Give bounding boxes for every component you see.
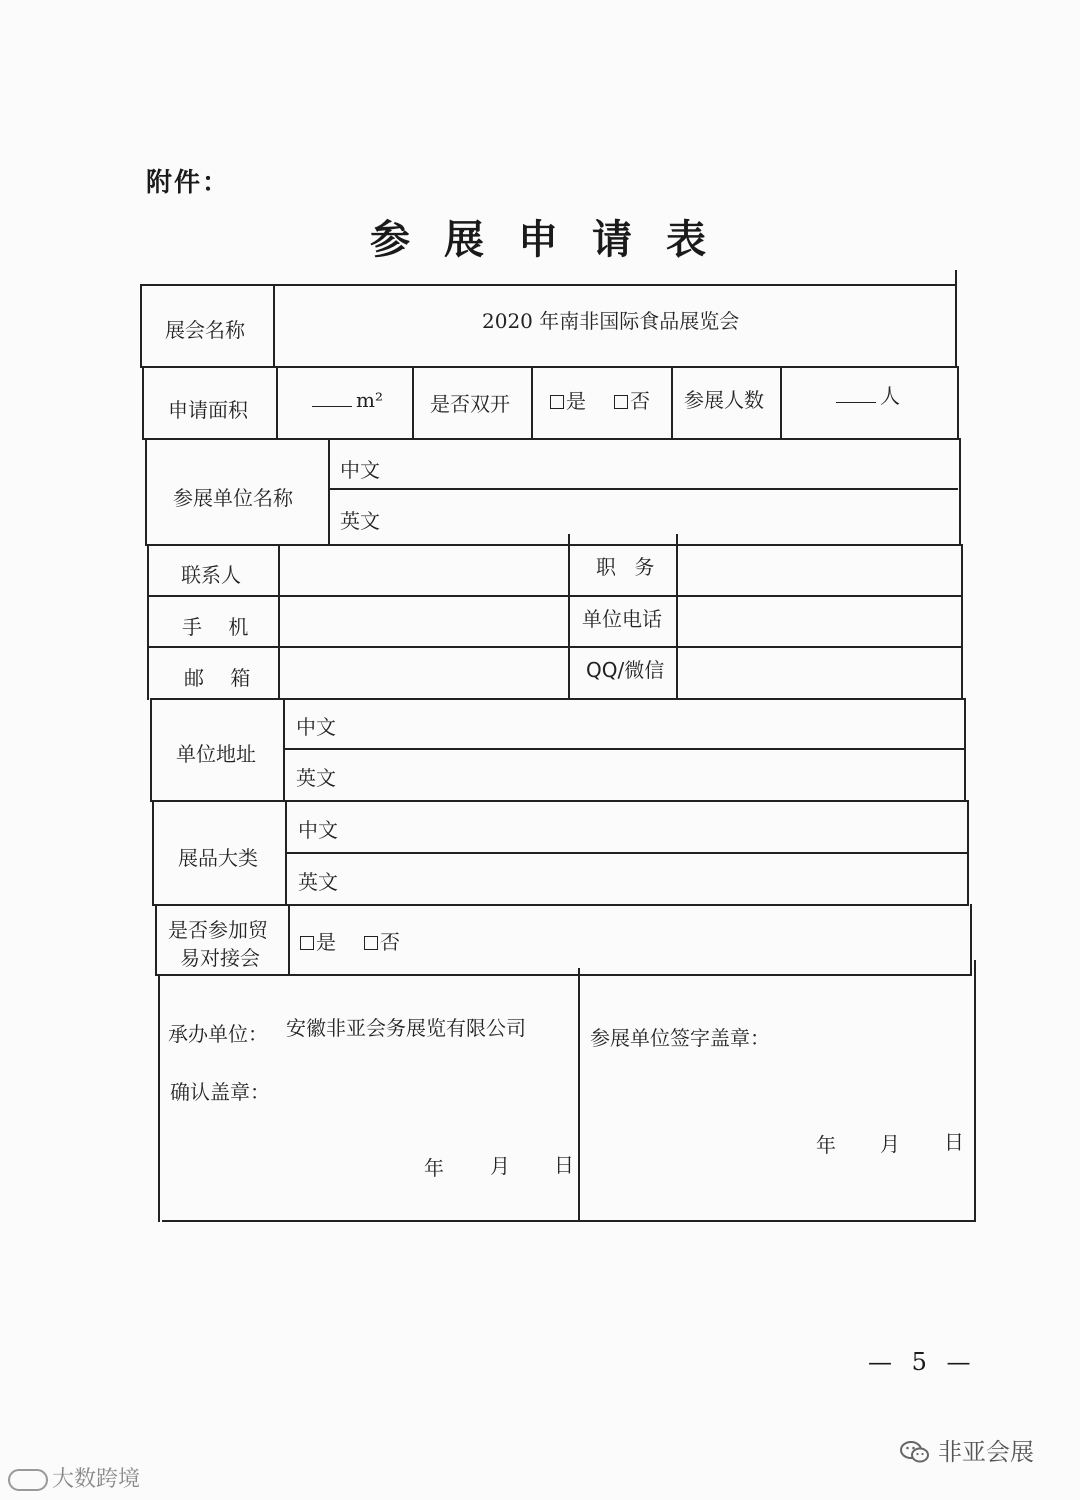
trade-meeting-yes-option[interactable]: 是 (300, 926, 336, 955)
organizer-label: 承办单位： (168, 1022, 268, 1046)
double-open-label: 是否双开 (430, 392, 510, 416)
trade-meeting-label-line2: 易对接会 (180, 946, 260, 970)
checkbox-icon (614, 395, 628, 409)
area-unit: m² (356, 388, 383, 412)
brand-logo-icon (8, 1469, 48, 1491)
mobile-label: 手 机 (182, 615, 259, 639)
page-title: 参展申请表 (370, 216, 740, 263)
organizer-value: 安徽非亚会务展览有限公司 (286, 1016, 526, 1040)
trade-meeting-label-line1: 是否参加贸 (168, 918, 268, 942)
double-open-yes-option[interactable]: 是 (550, 385, 586, 414)
contact-label: 联系人 (181, 563, 241, 587)
category-label: 展品大类 (178, 846, 258, 870)
category-en-label: 英文 (298, 870, 338, 894)
trade-meeting-no-option[interactable]: 否 (364, 926, 400, 955)
exhibitor-date-month: 月 (880, 1132, 900, 1156)
exhibitor-date-year: 年 (816, 1133, 836, 1157)
checkbox-icon (364, 936, 378, 950)
position-label: 职 务 (596, 555, 661, 579)
page-number: — 5 — (868, 1348, 977, 1376)
company-name-en-label: 英文 (340, 509, 380, 533)
exhibitor-seal-label: 参展单位签字盖章： (590, 1026, 770, 1050)
qq-wechat-label: QQ/微信 (586, 658, 665, 682)
organizer-date-day: 日 (554, 1153, 574, 1177)
category-cn-label: 中文 (298, 818, 338, 842)
checkbox-icon (300, 936, 314, 950)
double-open-no-option[interactable]: 否 (614, 385, 650, 414)
attendees-label: 参展人数 (684, 388, 764, 412)
company-phone-label: 单位电话 (582, 607, 662, 631)
wechat-icon (900, 1440, 930, 1464)
watermark-right: 非亚会展 (900, 1432, 1034, 1467)
confirm-seal-label: 确认盖章： (170, 1080, 270, 1104)
attendees-unit: 人 (880, 384, 900, 408)
exhibition-name-label: 展会名称 (165, 318, 245, 342)
email-label: 邮 箱 (184, 666, 261, 690)
company-name-label: 参展单位名称 (173, 486, 293, 510)
organizer-date-month: 月 (490, 1154, 510, 1178)
address-cn-label: 中文 (296, 715, 336, 739)
watermark-left: 大数跨境 (8, 1462, 140, 1493)
address-label: 单位地址 (176, 742, 256, 766)
organizer-date-year: 年 (424, 1156, 444, 1180)
checkbox-icon (550, 395, 564, 409)
attachment-label: 附件： (146, 168, 231, 198)
area-field[interactable] (312, 388, 383, 412)
exhibition-name-value: 2020 年南非国际食品展览会 (482, 309, 740, 333)
exhibitor-date-day: 日 (944, 1130, 964, 1154)
attendees-field[interactable] (836, 380, 900, 409)
area-label: 申请面积 (168, 398, 248, 422)
address-en-label: 英文 (296, 766, 336, 790)
company-name-cn-label: 中文 (340, 458, 380, 482)
